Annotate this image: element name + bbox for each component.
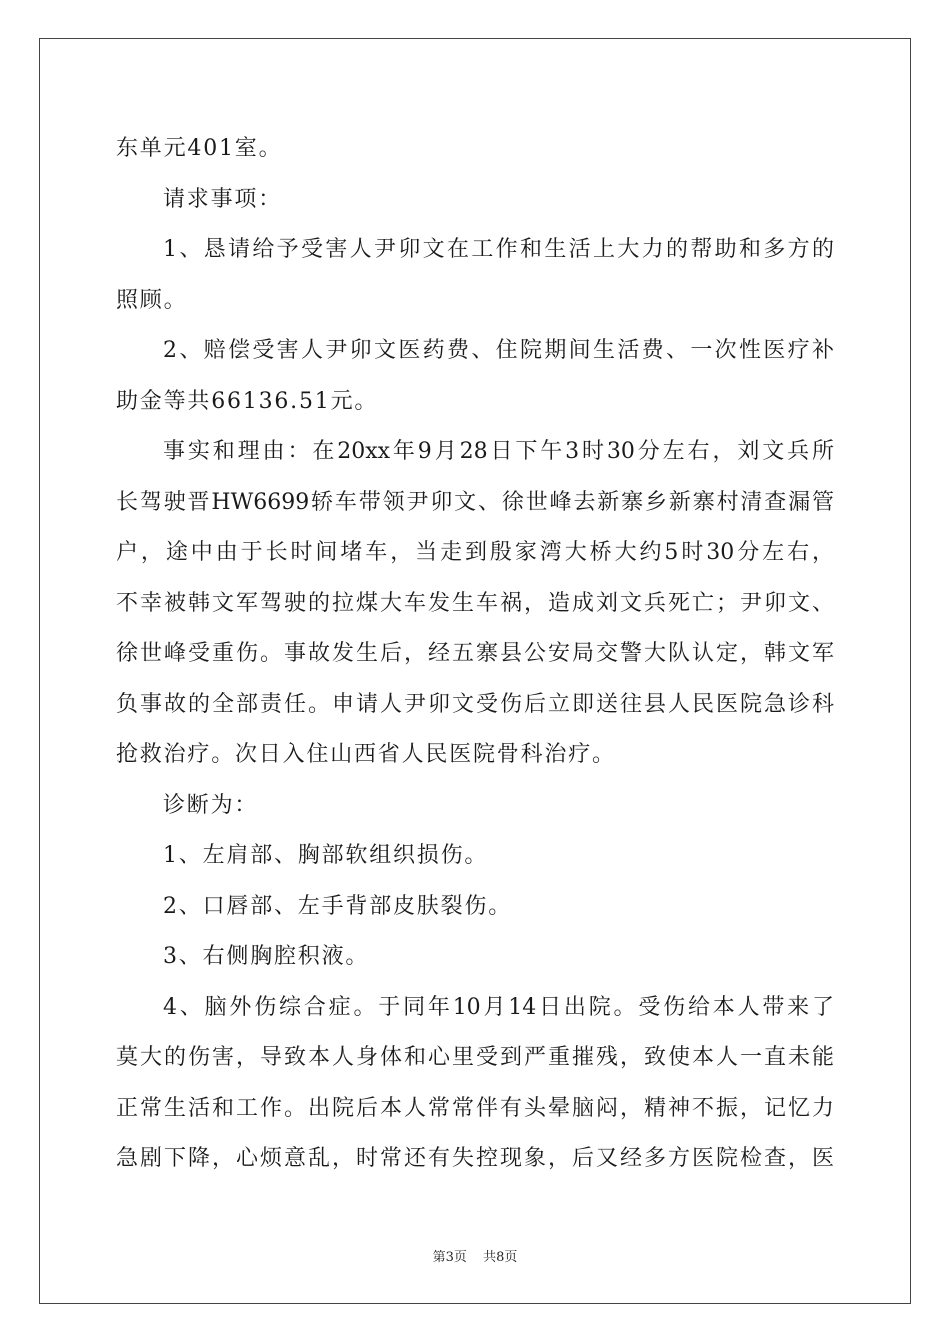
text-line: 诊断为： (163, 792, 259, 818)
text-line: 莫大的伤害，导致本人身体和心里受到严重摧残，致使本人一直未能 (116, 1045, 834, 1070)
page-footer (0, 1246, 950, 1265)
text-line: 3、右侧胸腔积液。 (163, 944, 370, 969)
text-line: 急剧下降，心烦意乱，时常还有失控现象，后又经多方医院检查，医 (116, 1146, 834, 1171)
text-line: 抢救治疗。次日入住山西省人民医院骨科治疗。 (116, 742, 616, 767)
text-line: 负事故的全部责任。申请人尹卯文受伤后立即送往县人民医院急诊科 (116, 691, 834, 717)
page-total: 共8页 (483, 1250, 518, 1265)
text-line: 不幸被韩文军驾驶的拉煤大车发生车祸，造成刘文兵死亡；尹卯文、 (116, 590, 834, 616)
text-line: 照顾。 (116, 287, 188, 313)
text-line: 长驾驶晋HW6699轿车带领尹卯文、徐世峰去新寨乡新寨村清查漏管 (116, 489, 834, 515)
text-line: 1、左肩部、胸部软组织损伤。 (163, 843, 489, 868)
text-line: 2、赔偿受害人尹卯文医药费、住院期间生活费、一次性医疗补 (163, 338, 834, 363)
text-line: 4、脑外伤综合症。于同年10月14日出院。受伤给本人带来了 (163, 994, 834, 1020)
page-number: 第3页 (432, 1250, 467, 1265)
text-line: 请求事项： (163, 186, 283, 212)
document-body (116, 124, 834, 1185)
text-line: 徐世峰受重伤。事故发生后，经五寨县公安局交警大队认定，韩文军 (116, 641, 834, 666)
text-line: 正常生活和工作。出院后本人常常伴有头晕脑闷，精神不振，记忆力 (116, 1095, 834, 1121)
text-line: 东单元401室。 (116, 136, 283, 161)
text-line: 户，途中由于长时间堵车，当走到殷家湾大桥大约5时30分左右， (116, 540, 834, 565)
text-line: 2、口唇部、左手背部皮肤裂伤。 (163, 893, 512, 919)
text-line: 1、恳请给予受害人尹卯文在工作和生活上大力的帮助和多方的 (163, 237, 834, 262)
text-line: 事实和理由：在20xx年9月28日下午3时30分左右，刘文兵所 (163, 439, 834, 464)
text-line: 助金等共66136.51元。 (116, 388, 379, 414)
